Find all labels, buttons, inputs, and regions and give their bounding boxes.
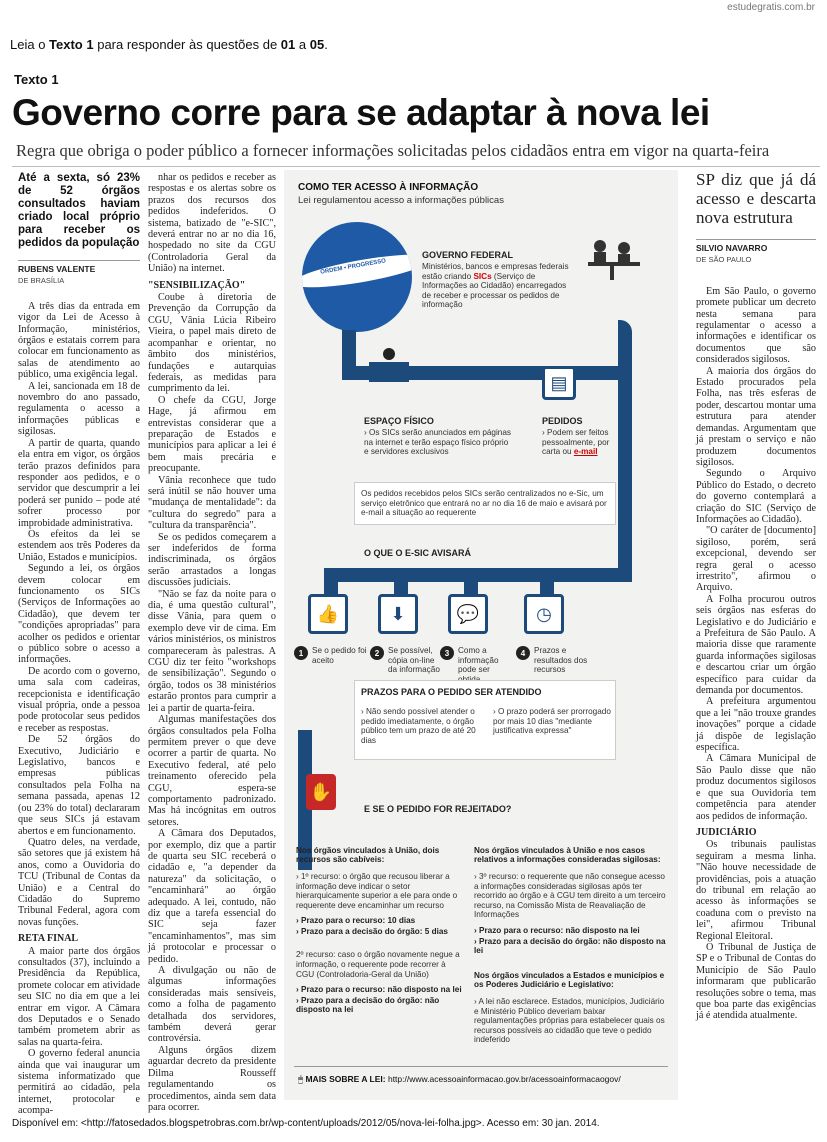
paragraph: A Folha procurou outros seis órgãos nas esferas do Legislativo e do Judiciário e a Prefeitura de São Paulo. A maioria disse que raramente guarda informações sigilosas e descartou criar um órgão específico para cuidar da demanda por documentos. [696, 593, 816, 697]
step-text: Prazos e resultados dos recursos [534, 646, 588, 675]
estados-title: Nos órgãos vinculados a Estados e municípios e os Poderes Judiciário e Legislativo: [474, 970, 665, 989]
left-column [18, 172, 140, 1117]
step-text: Se o pedido foi aceito [312, 646, 367, 665]
uniao-prazo-1a: › Prazo para o recurso: 10 dias [296, 916, 416, 926]
sigilo-prazo-b: › Prazo para a decisão do órgão: não disposto na lei [474, 936, 666, 955]
step-number: 1 [294, 646, 308, 660]
pedidos-email: e-mail [573, 447, 598, 457]
estados-text: › A lei não esclarece. Estados, municípios, Judiciário e Ministério Público deveriam baixar regulamentações próprias para estabelecer quais os recursos possíveis ao cidadão que teve o pedido indeferido [474, 996, 665, 1045]
paragraph: "Não se faz da noite para o dia, é uma questão cultural", disse Vânia, para quem o exemplo deve vir de cima. Em vários ministérios, os ministros compareceram às palestras. A CGU diz ter feito "workshops de sensibilização". Segundo o órgão, todos os 38 ministérios estarão prontos para cumprir a lei a partir de quarta-feira. [148, 588, 276, 714]
gov-text-a: Ministérios, bancos e empresas federais estão criando [422, 262, 569, 281]
left-paragraphs [18, 301, 140, 928]
paragraph: A Câmara Municipal de São Paulo disse que não produz documentos sigilosos e que sua Ouvidoria tem competência para atender aos pedidos de informação. [696, 753, 816, 822]
paragraph: O chefe da CGU, Jorge Hage, já afirmou em entrevistas considerar que a preparação de Estados e municípios para aplicar a lei é bem mais precária e preocupante. [148, 394, 276, 475]
paragraph: A divulgação ou não de algumas informações consideradas mais sensíveis, como a folha de pagamento detalhada dos servidores, também deverá gerar controvérsia. [148, 965, 276, 1045]
paragraph: Segundo o Arquivo Público do Estado, o decreto do governo contemplará a criação do SIC (Serviço de Informações ao Cidadão). [696, 468, 816, 525]
deck: Regra que obriga o poder público a fornecer informações solicitadas pelos cidadãos entra em vigor na quarta-feira [16, 141, 770, 160]
uniao-recurso-2: 2º recurso: caso o órgão novamente negue a informação, o requerente pode recorrer à CGU (Controladoria-Geral da União) [296, 950, 460, 979]
gov-sics: SICs [473, 271, 492, 281]
paragraph: Os efeitos da lei se estendem aos três Poderes da União, Estados e municípios. [18, 528, 140, 563]
headline: Governo corre para se adaptar à nova lei [12, 92, 710, 133]
intro-mid: para responder às questões de [93, 37, 281, 52]
step-text: Se possível, cópia on-line da informação [388, 646, 440, 675]
info-subtitle: Lei regulamentou acesso a informações públicas [298, 195, 504, 206]
pedidos-text [542, 428, 622, 457]
gov-text-b: (Serviço de Informações ao Cidadão) encarregados de receber e processar os pedidos de informação [422, 271, 567, 310]
chat-bubble-icon: 💬 [448, 594, 488, 634]
mais-label: MAIS SOBRE A LEI: [305, 1074, 386, 1084]
paragraph: Vânia reconhece que tudo será inútil se não houver uma "mudança de mentalidade": da "cultura do segredo" para a "cultura da transparência". [148, 474, 276, 532]
paragraph: De acordo com o governo, uma sala com cadeiras, recepcionista e identificação visual própria, onde a pessoa pode protocolar seus pedidos e receber as respostas. [18, 665, 140, 734]
paragraph: nhar os pedidos e receber as respostas e os alertas sobre os prazos dos recursos dos pedidos indeferidos. O sistema, batizado de "e-SIC", deverá entrar no ar no dia 16, hospedado no site da CGU (Controladoria Geral da União) na internet. [148, 172, 276, 275]
intro-texto: Texto 1 [49, 37, 94, 52]
intro-prefix: Leia o [10, 37, 50, 52]
section-heading: JUDICIÁRIO [696, 826, 757, 838]
paragraph: Quatro deles, na verdade, são setores que já existem há anos, como a Ouvidoria do TCU (Tribunal de Contas da União) e a Central do Cidadão do Supremo Tribunal Federal, agora com novas funções. [18, 836, 140, 928]
infographic [284, 170, 678, 1100]
watermark: estudegratis.com.br [727, 2, 815, 13]
step-number: 4 [516, 646, 530, 660]
step-number: 2 [370, 646, 384, 660]
hand-stop-icon: ✋ [306, 774, 336, 810]
mais-line [298, 1074, 621, 1085]
intro-from: 01 [280, 37, 296, 52]
uniao-recurso-1: › 1º recurso: o órgão que recusou liberar a informação deve indicar o setor hierarquicamente superior a ele para onde o requerente deve encaminhar um recurso [296, 872, 458, 910]
paragraph: O Tribunal de Justiça de SP e o Tribunal de Contas do Município de São Paulo informaram que publicarão resoluções sobre o tema, mas que boa parte das exigências já é atendida atualmente. [696, 941, 816, 1022]
right-paragraphs [696, 286, 816, 822]
gov-text [422, 262, 570, 310]
paragraph: De 52 órgãos do Executivo, Judiciário e Legislativo, bancos e empresas públicas consultados pela Folha na semana passada, apenas 12 (ou 23% do total) declararam que seus SICs já estavam abertos e em funcionamento. [18, 734, 140, 837]
paragraph: A maior parte dos órgãos consultados (37), incluindo a Presidência da República, promete colocar em atividade seu SIC no dia em que a lei entrar em vigor. A Câmara dos Deputados e o Senado também prometem abrir as salas na quarta-feira. [18, 945, 140, 1048]
paragraph: A Câmara dos Deputados, por exemplo, diz que a partir de quarta seu SIC receberá o cidadão e, "a depender da natureza" da solicitação, o "encaminhará" ao órgão adequado. A lei, contudo, não diz que a tarefa essencial do SIC seja fazer "encaminhamentos", mas sim já protocolar e processar o pedido. [148, 828, 276, 965]
paragraph: Coube à diretoria de Prevenção da Corrupção da CGU, Vânia Lúcia Ribeiro Vieira, o papel mais direto de acompanhar e orientar, no âmbito dos ministérios, fundações e autarquias federais, as medidas para cumprimento da lei. [148, 292, 276, 395]
uniao-prazo-1b: › Prazo para a decisão do órgão: 5 dias [296, 927, 448, 937]
intro-to: 05 [309, 37, 325, 52]
pipe [324, 568, 632, 582]
source-credit: Disponível em: <http://fatosedados.blogspetrobras.com.br/wp-content/uploads/2012/05/nova-lei-folha.jpg>. Acesso em: 30 jan. 2014. [12, 1118, 600, 1129]
divider [294, 1066, 668, 1067]
right-byline: SILVIO NAVARRO [696, 243, 768, 253]
paragraph: A prefeitura argumentou que a lei "não trouxe grandes inovações" porque a cidade já dispõe de legislação específica. [696, 696, 816, 754]
gov-title: GOVERNO FEDERAL [422, 250, 514, 260]
paragraph: "O caráter de [documento] sigiloso, porém, será excepcional, devendo ser regra geral o acesso irrestrito", afirmou o Arquivo. [696, 525, 816, 594]
uniao-title: Nos órgãos vinculados à União, dois recursos são cabíveis: [296, 846, 440, 864]
download-icon: ⬇ [378, 594, 418, 634]
sigilo-recurso-3: › 3º recurso: o requerente que não consegue acesso a informações consideradas sigilosas após ter recorrido ao órgão e à CGU tem direito a um terceiro recurso, na Comissão Mista de Reavaliação de Informações [474, 872, 666, 920]
central-box: Os pedidos recebidos pelos SICs serão centralizados no e-Sic, um serviço eletrônico que entrará no ar no dia 16 de maio e avisará por e-mail a situação ao requerente [354, 482, 616, 525]
info-title: COMO TER ACESSO À INFORMAÇÃO [298, 182, 479, 193]
prazos-box [354, 680, 616, 760]
paragraph: A partir de quarta, quando ela entra em vigor, os órgãos terão prazos definidos para responder aos pedidos, e o servidor que descumprir a lei poderá ser punido – pode até sofrer processo por improbidade administrativa. [18, 437, 140, 529]
paragraph: A maioria dos órgãos do Estado procurados pela Folha, nas três esferas de poder, descartou montar uma estrutura para atender demandas. Argumentam que já prestam o serviço e não produzem documentos sigilosos. [696, 365, 816, 468]
right-paragraphs-2 [696, 839, 816, 1022]
sigilo-prazo-a: › Prazo para o recurso: não disposto na lei [474, 925, 640, 935]
pedidos-text-a: › Podem ser feitos pessoalmente, por carta ou [542, 428, 610, 457]
paragraph: Se os pedidos começarem a ser indeferidos de forma indiscriminada, os órgãos serão arrastados a longas discussões judiciais. [148, 531, 276, 589]
paragraph: Alguns órgãos dizem aguardar decreto da presidente Dilma Rousseff regulamentando os procedimentos, ainda sem data para ocorrer. [148, 1044, 276, 1113]
section-heading: "SENSIBILIZAÇÃO" [148, 279, 246, 291]
paragraph: A três dias da entrada em vigor da Lei de Acesso à Informação, ministérios, órgãos e estatais correm para colocar em funcionamento as salas de atendimento ao público, uma exigência legal. [18, 300, 140, 381]
thumbs-up-icon: 👍 [308, 594, 348, 634]
paragraph: A lei, sancionada em 18 de novembro do ano passado, regulamenta o acesso a informações públicas e sigilosas. [18, 380, 140, 438]
left-paragraphs-2 [18, 946, 140, 1117]
prazo-1: › Não sendo possível atender o pedido imediatamente, o órgão público tem um prazo de até 20 dias [361, 707, 476, 745]
byline-place: DE BRASÍLIA [18, 276, 65, 286]
instruction-line [10, 37, 328, 52]
clock-icon: ◷ [524, 594, 564, 634]
step-text: Como a informação pode ser [458, 646, 499, 675]
lede: Até a sexta, só 23% de 52 órgãos consultados haviam criado local próprio para receber os pedidos da população [18, 172, 140, 249]
espaco-text: › Os SICs serão anunciados em páginas na internet e terão espaço físico próprio e servidores exclusivos [364, 428, 511, 457]
paragraph: Em São Paulo, o governo promete publicar um decreto nesta semana para regulamentar o acesso a informações e identificar os documentos que são considerados sigilosos. [696, 285, 816, 366]
mais-url[interactable]: http://www.acessoainformacao.gov.br/acessoainformacaogov/ [387, 1074, 621, 1084]
middle-column [148, 172, 276, 1113]
texto-label: Texto 1 [14, 72, 59, 87]
intro-a: a [295, 37, 310, 52]
reception-desk-icon [364, 346, 414, 382]
uniao-prazo-2b: › Prazo para a decisão do órgão: não disposto na lei [296, 996, 440, 1015]
paragraph: Algumas manifestações dos órgãos consultados pela Folha permitem prever o que deve ocorrer a partir de quarta. No Executivo federal, até pelo treinamento oferecido pela CGU, espera-se comportamento padronizado. Mas há incógnitas em outros setores. [148, 714, 276, 828]
intro-end: . [324, 37, 328, 52]
mouse-icon: 🖱 [298, 1074, 306, 1084]
uniao-block [296, 846, 466, 1014]
sigilo-title: Nos órgãos vinculados à União e nos casos relativos a informações consideradas sigilosas: [474, 846, 661, 864]
officials-icon [584, 236, 644, 280]
step-number: 3 [440, 646, 454, 660]
esic-title: O QUE O E-SIC AVISARÁ [364, 548, 472, 558]
paragraph: Os tribunais paulistas seguiram a mesma linha. "Não houve necessidade de providências, pois a atuação do tribunal em relação ao acesso às informações se coaduna com o previsto na lei", afirmou Tribunal Regional Eleitoral. [696, 839, 816, 942]
section-heading: RETA FINAL [18, 933, 79, 945]
paragraph: Segundo a lei, os órgãos devem colocar em funcionamento os SICs (Serviços de Informações ao Cidadão), que devem ter "condições apropriadas" para acolher os pedidos e orientar o público sobre o acesso a informações. [18, 563, 140, 666]
prazos-title: PRAZOS PARA O PEDIDO SER ATENDIDO [361, 687, 542, 697]
pedidos-title: PEDIDOS [542, 416, 583, 426]
right-byline-place: DE SÃO PAULO [696, 255, 752, 265]
prazo-2: › O prazo poderá ser prorrogado por mais 10 dias "mediante justificativa expressa" [493, 707, 611, 736]
right-column [696, 170, 816, 1022]
byline: RUBENS VALENTE [18, 264, 96, 274]
paragraph: O governo federal anuncia ainda que vai inaugurar um sistema informatizado que permitirá ao cidadão, pela internet, protocolar e acompa- [18, 1048, 140, 1117]
sigilo-block [474, 846, 670, 1045]
document-icon: ▤ [542, 366, 576, 400]
rejeitado-title: E SE O PEDIDO FOR REJEITADO? [364, 804, 512, 814]
middle-paragraphs [148, 172, 276, 275]
uniao-prazo-2a: › Prazo para o recurso: não disposto na lei [296, 985, 462, 995]
right-headline: SP diz que já dá acesso e descarta nova estrutura [696, 170, 816, 227]
middle-paragraphs-2 [148, 292, 276, 1113]
globe-motto: ORDEM • PROGRESSO [319, 258, 387, 276]
espaco-title: ESPAÇO FÍSICO [364, 416, 434, 426]
globe-icon [302, 222, 412, 332]
